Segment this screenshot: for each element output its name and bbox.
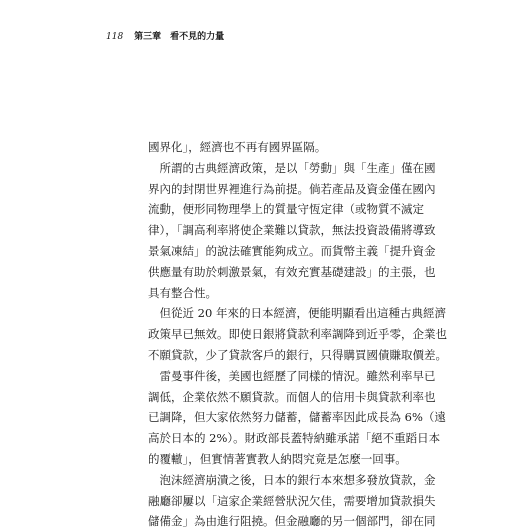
text-line: 景氣凍結」的說法確實能夠成立。而貨幣主義「提升資金 [148, 243, 436, 258]
body-text [148, 137, 447, 532]
text-line: 融廳卻屢以「這家企業經營狀況欠佳，需要增加貸款損失 [148, 493, 436, 508]
text-line: 雷曼事件後，美國也經歷了同樣的情況。雖然利率早已 [148, 368, 436, 383]
running-header [106, 32, 224, 43]
text-line: 調低，企業依然不願貸款。而個人的信用卡與貸款利率也 [148, 389, 436, 404]
page-number: 118 [106, 32, 124, 42]
text-line: 政策早已無效。即使日銀將貸款利率調降到近乎零，企業也 [148, 327, 447, 342]
text-line: 儲備金」為由進行阻撓。但金融廳的另一個部門，卻在同 [148, 514, 436, 529]
text-line: 供應量有助於刺激景氣，有效充實基礎建設」的主張，也 [148, 264, 436, 279]
text-line: 律），「調高利率將使企業難以貸款，無法投資設備將導致 [148, 223, 436, 238]
text-line: 但從近 20 年來的日本經濟，便能明顯看出這種古典經濟 [148, 306, 446, 321]
text-line: 不願貸款，少了貸款客戶的銀行，只得購買國債賺取價差。 [148, 347, 447, 362]
text-line: 具有整合性。 [148, 285, 217, 300]
text-line: 所謂的古典經濟政策，是以「勞動」與「生產」僅在國 [148, 160, 436, 175]
text-line: 的覆轍」，但實情著實教人納悶究竟是怎麼一回事。 [148, 451, 407, 466]
text-line: 流動，便形同物理學上的質量守恆定律（或物質不滅定 [148, 202, 424, 217]
text-line: 泡沫經濟崩潰之後，日本的銀行本來想多發放貸款，金 [148, 472, 436, 487]
chapter-title: 第三章 看不見的力量 [134, 32, 225, 42]
text-line: 高於日本的 2%）。財政部長蓋特納雖承諾「絕不重蹈日本 [148, 431, 441, 446]
text-line: 國界化」，經濟也不再有國界區隔。 [148, 140, 327, 154]
text-line: 已調降，但大家依然努力儲蓄，儲蓄率因此成長為 6%（遠 [148, 410, 446, 425]
text-line: 界內的封閉世界裡進行為前提。倘若產品及資金僅在國內 [148, 181, 436, 196]
